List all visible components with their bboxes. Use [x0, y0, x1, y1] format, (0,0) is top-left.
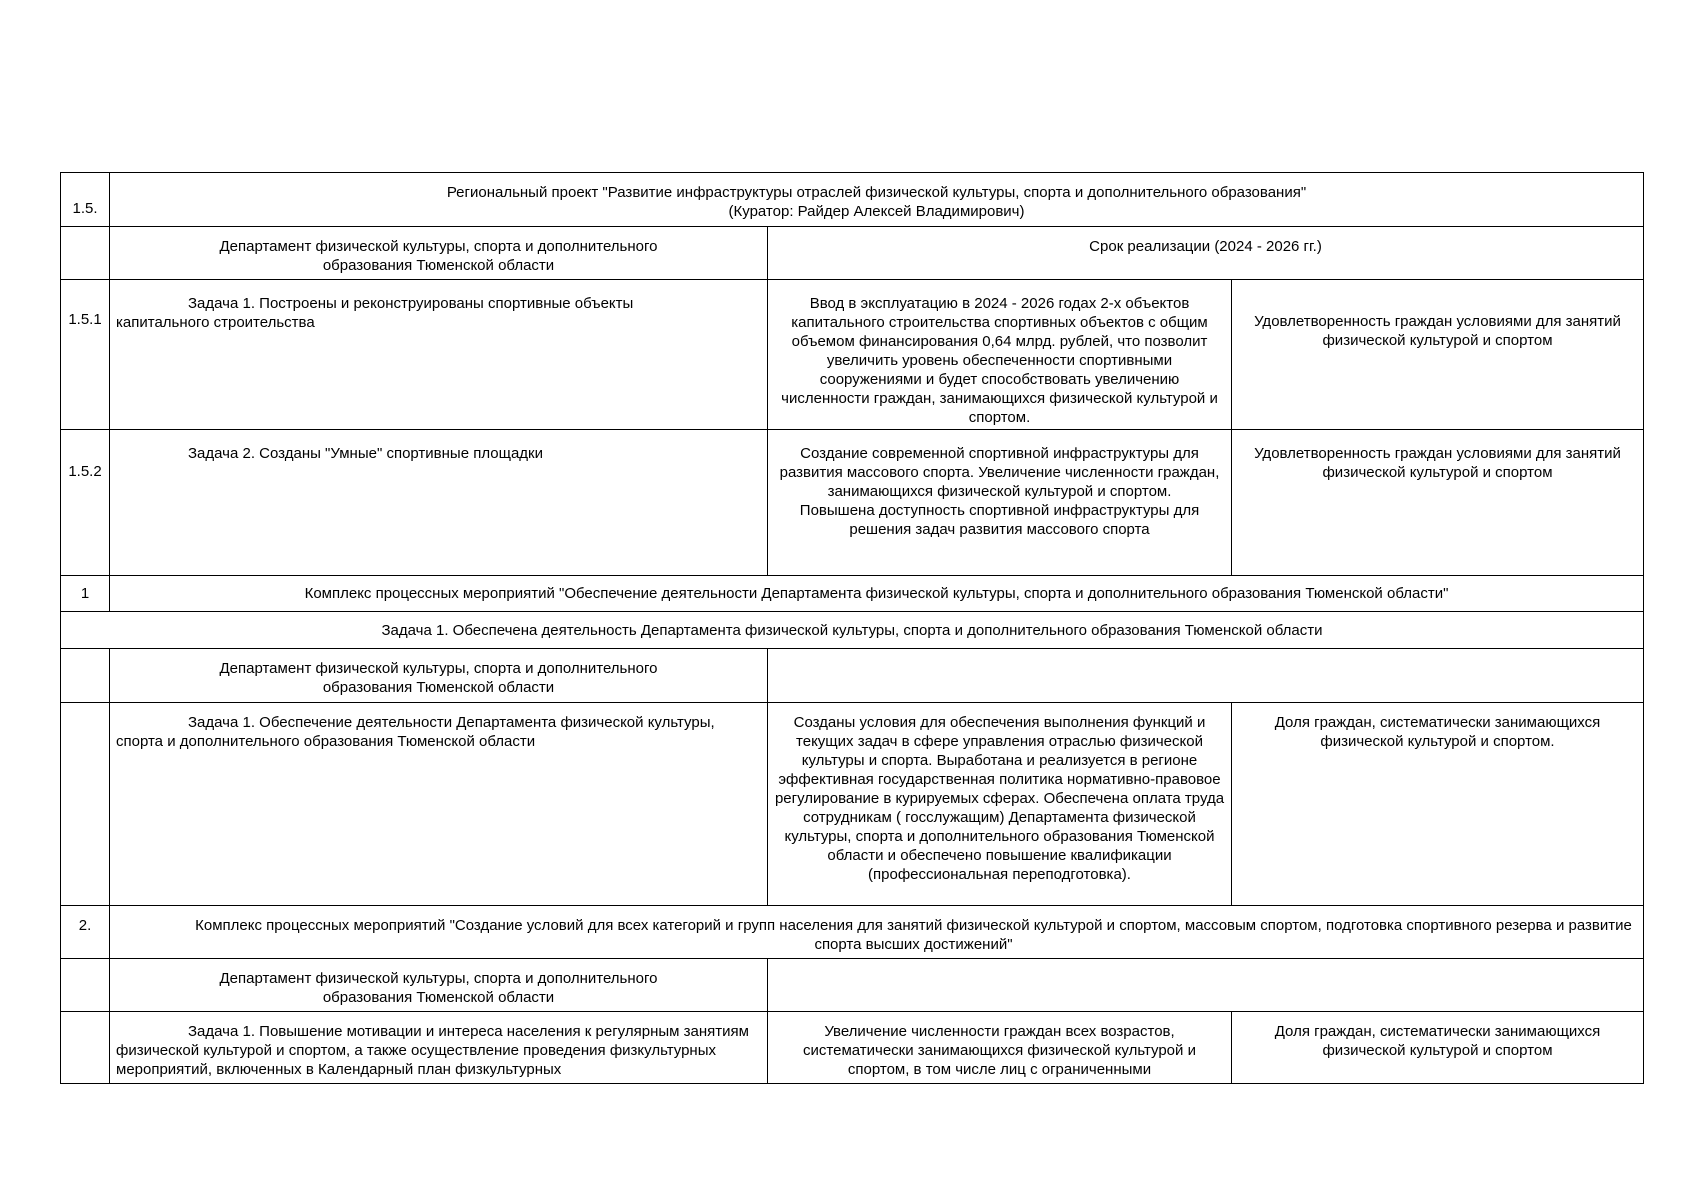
department-line: образования Тюменской области — [322, 679, 555, 696]
row-number: 2. — [61, 906, 110, 959]
department-cell — [110, 649, 768, 703]
table-row — [61, 1012, 1644, 1084]
row-number: 1 — [61, 576, 110, 612]
task-cell — [110, 1012, 768, 1084]
department-line: Департамент физической культуры, спорта и дополнительного — [219, 970, 658, 987]
department-line: Департамент физической культуры, спорта и дополнительного — [219, 660, 658, 677]
effect-text: Создание современной спортивной инфраструктуры для развития массового спорта. Увеличение численности граждан, занимающихся физической культурой и спортом. — [779, 445, 1220, 500]
empty-cell — [61, 1012, 110, 1084]
regional-project-title — [110, 173, 1644, 227]
empty-cell — [61, 959, 110, 1012]
department-line: образования Тюменской области — [322, 257, 555, 274]
table-row — [61, 649, 1644, 703]
effect-text: Увеличение численности граждан всех возрастов, систематически занимающихся физической культурой и спортом, в том числе лиц с ограниченными — [803, 1023, 1196, 1078]
task-cell — [110, 430, 768, 576]
table-row — [61, 576, 1644, 612]
project-curator: (Куратор: Райдер Алексей Владимирович) — [728, 203, 1025, 220]
table-row — [61, 227, 1644, 280]
task-text: Задача 2. Созданы "Умные" спортивные площадки — [188, 445, 543, 462]
indicator-cell: Удовлетворенность граждан условиями для занятий физической культурой и спортом — [1232, 430, 1644, 576]
empty-cell — [61, 649, 110, 703]
task-text: Задача 1. Построены и реконструированы спортивные объекты — [188, 295, 634, 312]
table-row — [61, 430, 1644, 576]
task-heading: Задача 1. Обеспечена деятельность Департамента физической культуры, спорта и дополнительного образования Тюменской области — [61, 612, 1644, 649]
effect-cell — [768, 430, 1232, 576]
row-number: 1.5. — [61, 173, 110, 227]
task-cell — [110, 703, 768, 906]
process-complex-title: Комплекс процессных мероприятий "Обеспечение деятельности Департамента физической культуры, спорта и дополнительного образования Тюменской области" — [110, 576, 1644, 612]
table-row — [61, 959, 1644, 1012]
task-text: капитального строительства — [116, 314, 315, 331]
department-cell — [110, 227, 768, 280]
effect-cell: Ввод в эксплуатацию в 2024 - 2026 годах 2-х объектов капитального строительства спортивных объектов с общим объемом финансирования 0,64 млрд. рублей, что позволит увеличить уровень обеспеченности спортивными сооружениями и будет способствовать увеличению численности граждан, занимающихся физической культурой и спортом. — [768, 280, 1232, 430]
table-row — [61, 280, 1644, 430]
row-number: 1.5.1 — [61, 280, 110, 430]
indicator-cell: Удовлетворенность граждан условиями для занятий физической культурой и спортом — [1232, 280, 1644, 430]
indicator-cell: Доля граждан, систематически занимающихся физической культурой и спортом. — [1232, 703, 1644, 906]
effect-cell: Созданы условия для обеспечения выполнения функций и текущих задач в сфере управления отраслью физической культуры и спорта. Выработана и реализуется в регионе эффективная государственная политика нормативно-правовое регулирование в курируемых сферах. Обеспечена оплата труда сотрудникам ( госслужащим) Департамента физической культуры, спорта и дополнительного образования Тюменской области и обеспечено повышение квалификации (профессиональная переподготовка). — [768, 703, 1232, 906]
task-text: Задача 1. Повышение мотивации и интереса населения к регулярным занятиям физической культурой и спортом, а также осуществление проведения физкультурных мероприятий, включенных в Календарный план физкультурных — [116, 1023, 749, 1078]
table-row — [61, 906, 1644, 959]
table-row — [61, 173, 1644, 227]
table-row — [61, 703, 1644, 906]
empty-cell — [61, 703, 110, 906]
process-complex-title: Комплекс процессных мероприятий "Создание условий для всех категорий и групп населения для занятий физической культурой и спортом, массовым спортом, подготовка спортивного резерва и развитие спорта высших достижений" — [110, 906, 1644, 959]
department-line: Департамент физической культуры, спорта и дополнительного — [219, 238, 658, 255]
empty-cell — [768, 959, 1644, 1012]
empty-cell — [768, 649, 1644, 703]
indicator-cell: Доля граждан, систематически занимающихся физической культурой и спортом — [1232, 1012, 1644, 1084]
task-text: Задача 1. Обеспечение деятельности Департамента физической культуры, — [188, 714, 715, 731]
empty-cell — [61, 227, 110, 280]
table-row — [61, 612, 1644, 649]
implementation-period: Срок реализации (2024 - 2026 гг.) — [768, 227, 1644, 280]
task-cell — [110, 280, 768, 430]
department-cell — [110, 959, 768, 1012]
effect-text: Повышена доступность спортивной инфраструктуры для решения задач развития массового спорта — [799, 502, 1200, 538]
task-text: спорта и дополнительного образования Тюменской области — [116, 733, 536, 750]
project-title-line: Региональный проект "Развитие инфраструктуры отраслей физической культуры, спорта и дополнительного образования" — [446, 184, 1307, 201]
row-number: 1.5.2 — [61, 430, 110, 576]
department-line: образования Тюменской области — [322, 989, 555, 1006]
effect-cell — [768, 1012, 1232, 1084]
document-table — [60, 172, 1644, 1084]
